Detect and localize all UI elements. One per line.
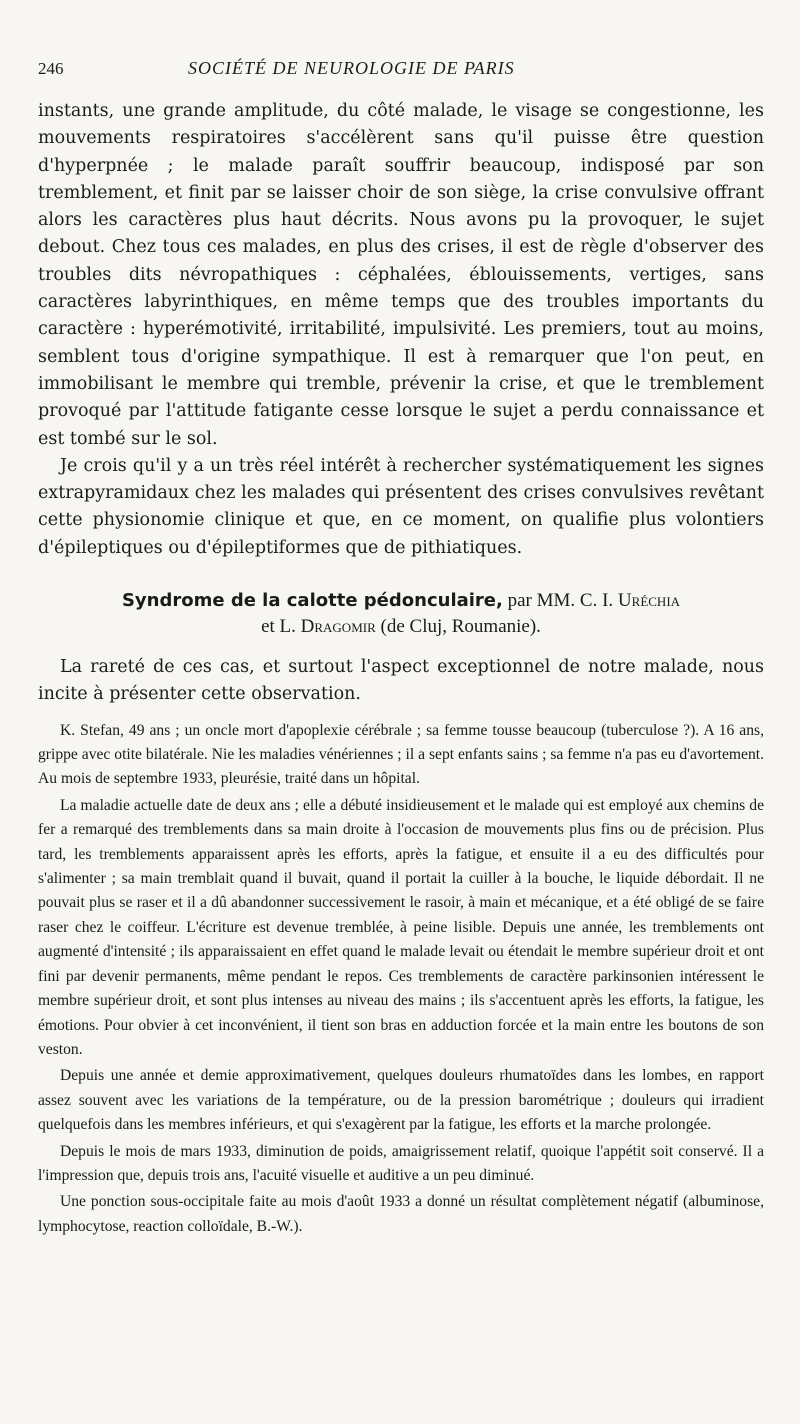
author-dragomir: Dragomir: [300, 616, 376, 638]
page-number: 246: [38, 59, 64, 78]
observation-block: [38, 719, 764, 1240]
observation-paragraph-1: K. Stefan, 49 ans ; un oncle mort d'apoplexie cérébrale ; sa femme tousse beaucoup (tuberculose ?). A 16 ans, grippe avec otite bilatérale. Nie les maladies vénériennes ; il a sept enfants sains ; sa femme n'a pas eu d'avortement. Au mois de septembre 1933, pleurésie, traité dans un hôpital.: [38, 721, 764, 788]
observation-paragraph-4: Depuis le mois de mars 1933, diminution de poids, amaigrissement relatif, quoique l'appétit soit conservé. Il a l'impression que, depuis trois ans, l'acuité visuelle et auditive a un peu diminué.: [38, 1142, 764, 1184]
section-heading: [38, 588, 764, 640]
body-paragraph-1: instants, une grande amplitude, du côté malade, le visage se congestionne, les mouvements respiratoires s'accélèrent sans qu'il puisse être question d'hyperpnée ; le malade paraît souffrir beaucoup, indisposé par son tremblement, et finit par se laisser choir de son siège, la crise convulsive offrant alors les caractères plus haut décrits. Nous avons pu la provoquer, le sujet debout. Chez tous ces malades, en plus des crises, il est de règle d'observer des troubles dits névropathiques : céphalées, éblouissements, vertiges, sans caractères labyrinthiques, en même temps que des troubles importants du caractère : hyperémotivité, irritabilité, impulsivité. Les premiers, tout au moins, semblent tous d'origine sympathique. Il est à remarquer que l'on peut, en immobilisant le membre qui tremble, prévenir la crise, et que le tremblement provoqué par l'attitude fatigante cesse lorsque le sujet a perdu connaissance et est tombé sur le sol.: [38, 101, 764, 449]
section-place: (de Cluj, Roumanie).: [375, 616, 541, 638]
section-title: Syndrome de la calotte pédonculaire,: [121, 590, 503, 612]
observation-paragraph-3: Depuis une année et demie approximativement, quelques douleurs rhumatoïdes dans les lombes, en rapport assez souvent avec les variations de la température, ou de la pression barométrique ; douleurs qui irradient quelquefois dans les membres inférieurs, et qui s'exagèrent par la fatigue, les efforts et la marche prolongée.: [38, 1067, 764, 1134]
section-and: et L.: [261, 616, 301, 638]
section-by: par MM. C. I.: [502, 590, 618, 612]
observation-paragraph-5: Une ponction sous-occipitale faite au mois d'août 1933 a donné un résultat complètement négatif (albuminose, lymphocytose, reaction colloïdale, B.-W.).: [38, 1193, 764, 1235]
body-paragraph-2: Je crois qu'il y a un très réel intérêt à rechercher systématiquement les signes extrapyramidaux chez les malades qui présentent des crises convulsives revêtant cette physionomie clinique et que, en ce moment, on qualifie plus volontiers d'épileptiques ou d'épileptiformes que de pithiatiques.: [38, 455, 764, 558]
running-title: SOCIÉTÉ DE NEUROLOGIE DE PARIS: [188, 58, 515, 78]
page-header: [38, 58, 764, 92]
author-urechia: Uréchia: [617, 590, 681, 612]
intro-paragraph: La rareté de ces cas, et surtout l'aspect exceptionnel de notre malade, nous incite à présenter cette observation.: [38, 657, 764, 705]
observation-paragraph-2: La maladie actuelle date de deux ans ; elle a débuté insidieusement et le malade qui est employé aux chemins de fer a remarqué des tremblements dans sa main droite à l'occasion de mouvements plus fins ou de précision. Plus tard, les tremblements apparaissent après les efforts, après la fatigue, et ensuite il a eu des difficultés pour s'alimenter ; sa main tremblait quand il buvait, quand il portait la cuiller à la bouche, le liquide débordait. Il ne pouvait plus se raser et il a dû abandonner successivement le rasoir, à main et mécanique, et a été obligé de se faire raser chez le coiffeur. L'écriture est devenue tremblée, à peine lisible. Depuis une année, les tremblements ont augmenté d'intensité ; ils apparaissaient en effet quand le malade levait ou étendait le membre supérieur droit et ont fini par devenir permanents, même pendant le repos. Ces tremblements de caractère parkinsonien intéressent le membre supérieur droit, et sont plus intenses au niveau des mains ; ils s'accentuent après les efforts, la fatigue, les émotions. Pour obvier à cet inconvénient, il tient son bras en adduction forcée et la main entre les boutons de son veston.: [38, 796, 764, 1058]
